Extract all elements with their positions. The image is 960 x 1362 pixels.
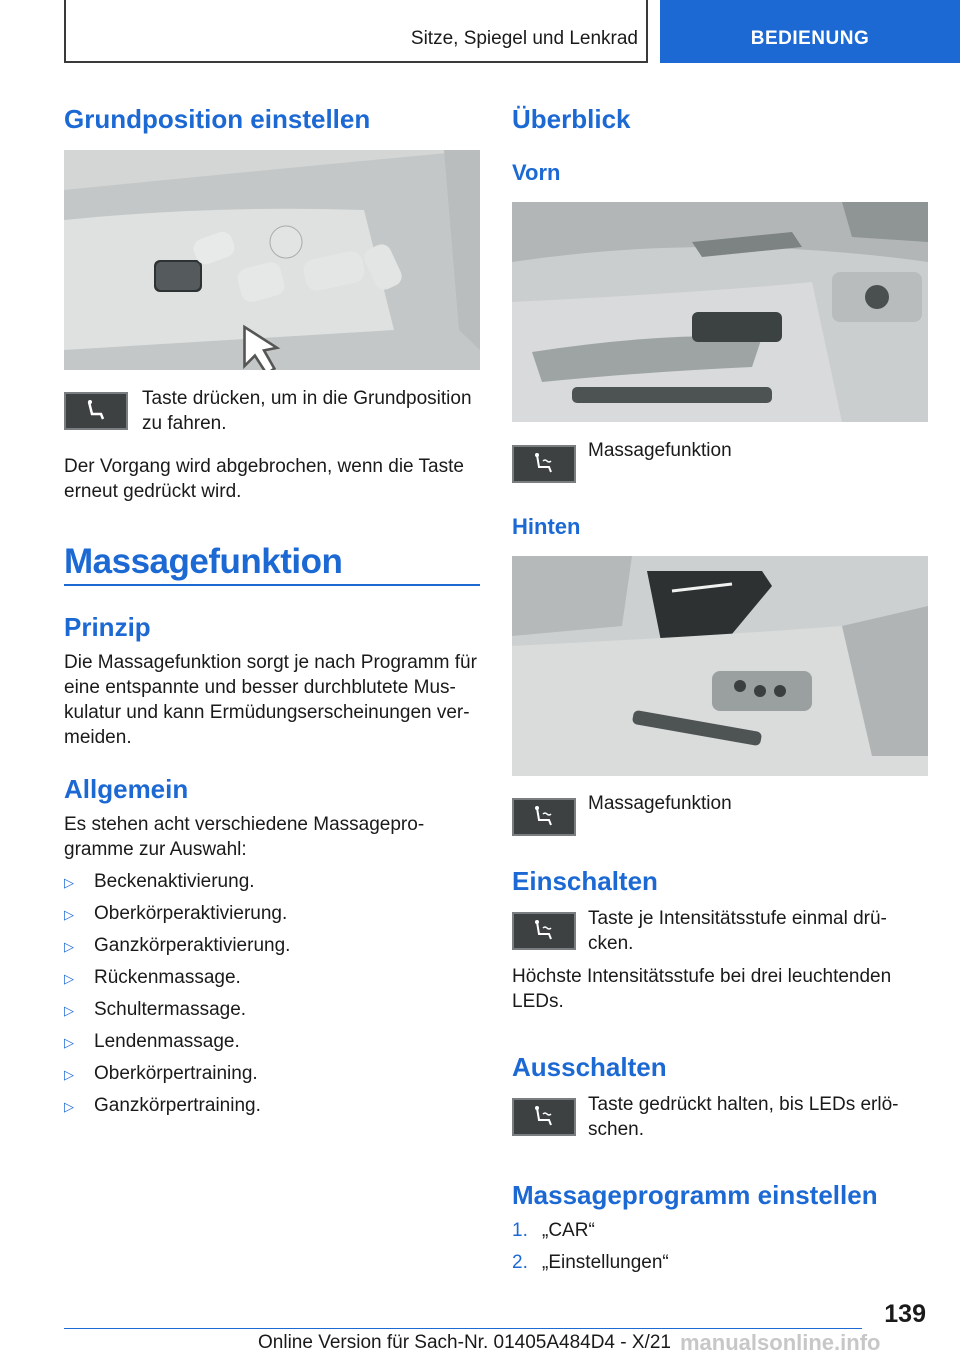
grundposition-icon-text: Taste drücken, um in die Grundposition zu fahren. bbox=[142, 388, 472, 434]
einschalten-text: Taste je Intensitätsstufe einmal drü-cken. bbox=[588, 908, 887, 954]
watermark-logo: manualsonline.info bbox=[680, 1330, 881, 1355]
massage-icon bbox=[512, 1098, 576, 1136]
massage-heading-rule bbox=[64, 584, 480, 586]
allgemein-text: Es stehen acht verschiedene Massagepro-gramme zur Auswahl: bbox=[64, 814, 425, 860]
massage-icon bbox=[512, 798, 576, 836]
programm-heading: Massageprogramm einstellen bbox=[512, 1180, 878, 1210]
einschalten-note: Höchste Intensitätsstufe bei drei leuchtenden LEDs. bbox=[512, 966, 892, 1012]
bullet-triangle-icon: ▷ bbox=[64, 1035, 74, 1050]
allgemein-heading: Allgemein bbox=[64, 774, 189, 804]
bullet-triangle-icon: ▷ bbox=[64, 1003, 74, 1018]
grundposition-paragraph: Der Vorgang wird abgebrochen, wenn die Taste erneut gedrückt wird. bbox=[64, 456, 464, 502]
bullet-triangle-icon: ▷ bbox=[64, 875, 74, 890]
ueberblick-heading: Überblick bbox=[512, 104, 631, 134]
massage-heading: Massagefunktion bbox=[64, 542, 343, 581]
seat-controls-photo bbox=[64, 150, 480, 370]
vorn-heading: Vorn bbox=[512, 160, 561, 185]
ausschalten-heading: Ausschalten bbox=[512, 1052, 667, 1082]
page-number: 139 bbox=[884, 1300, 926, 1328]
massage-icon bbox=[512, 445, 576, 483]
footer-rule bbox=[64, 1328, 862, 1329]
online-version-text: Online Version für Sach-Nr. 01405A484D4 - X/21 bbox=[258, 1332, 671, 1353]
rear-door-photo bbox=[512, 556, 928, 776]
bullet-triangle-icon: ▷ bbox=[64, 1099, 74, 1114]
header-chapter-tab[interactable]: BEDIENUNG bbox=[660, 0, 960, 63]
bullet-triangle-icon: ▷ bbox=[64, 971, 74, 986]
front-door-photo bbox=[512, 202, 928, 422]
bullet-triangle-icon: ▷ bbox=[64, 1067, 74, 1082]
grundposition-heading: Grundposition einstellen bbox=[64, 104, 371, 134]
hinten-heading: Hinten bbox=[512, 514, 581, 539]
massage-icon bbox=[512, 912, 576, 950]
ausschalten-text: Taste gedrückt halten, bis LEDs erlö-schen. bbox=[588, 1094, 899, 1140]
prinzip-heading: Prinzip bbox=[64, 612, 151, 642]
hinten-icon-label: Massagefunktion bbox=[588, 793, 732, 814]
einschalten-heading: Einschalten bbox=[512, 866, 658, 896]
vorn-icon-label: Massagefunktion bbox=[588, 440, 732, 461]
header-section-title: Sitze, Spiegel und Lenkrad bbox=[410, 28, 638, 49]
seat-position-icon bbox=[64, 392, 128, 430]
prinzip-text: Die Massagefunktion sorgt je nach Programm für eine entspannte und besser durchblutete Mus-kulatur und kann Ermüdungserscheinungen ver-meiden. bbox=[64, 652, 477, 748]
bullet-triangle-icon: ▷ bbox=[64, 939, 74, 954]
bullet-triangle-icon: ▷ bbox=[64, 907, 74, 922]
